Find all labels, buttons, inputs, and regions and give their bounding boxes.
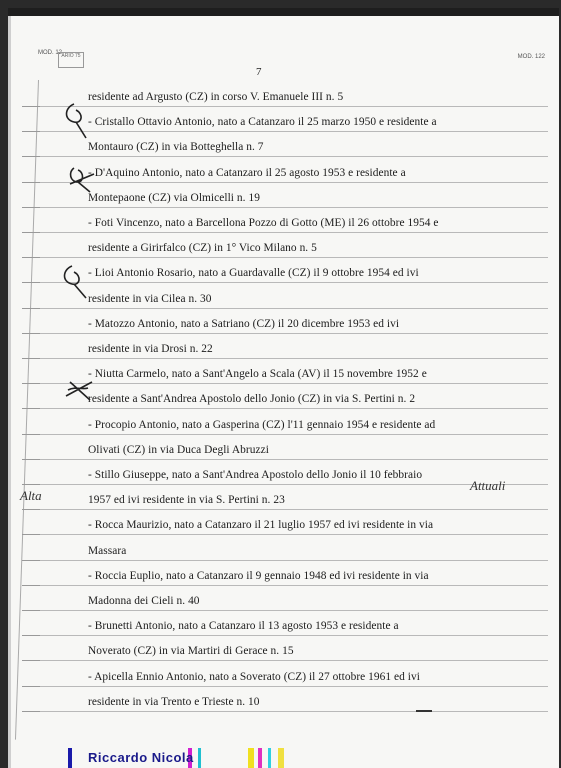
margin-tick (22, 333, 40, 334)
margin-tick (22, 106, 40, 107)
ruled-line (38, 686, 548, 687)
margin-tick (22, 207, 40, 208)
text-line: - Roccia Euplio, nato a Catanzaro il 9 gennaio 1948 ed ivi residente in via (88, 569, 429, 582)
ruled-line (38, 408, 548, 409)
footer-stamp: Riccardo Nicola (88, 750, 194, 765)
text-line: residente in via Drosi n. 22 (88, 343, 213, 355)
margin-tick (22, 308, 40, 309)
ruled-line (38, 560, 548, 561)
ruled-line (38, 434, 548, 435)
margin-tick (22, 686, 40, 687)
margin-rule (15, 80, 39, 740)
margin-tick (22, 534, 40, 535)
ruled-line (38, 333, 548, 334)
text-line: residente in via Cilea n. 30 (88, 292, 212, 305)
margin-tick (22, 660, 40, 661)
margin-tick (22, 484, 40, 485)
ruled-line (38, 232, 548, 233)
ruled-line (38, 711, 548, 712)
margin-annotation-right: Attuali (470, 478, 506, 493)
text-line: - Foti Vincenzo, nato a Barcellona Pozzo di Gotto (ME) il 26 ottobre 1954 e (88, 217, 439, 229)
text-line: - Apicella Ennio Antonio, nato a Soverato (CZ) il 27 ottobre 1961 ed ivi (88, 670, 420, 683)
handwritten-mark-icon (62, 376, 98, 406)
margin-tick (22, 282, 40, 283)
ruled-line (38, 383, 548, 384)
text-line: Olivati (CZ) in via Duca Degli Abruzzi (88, 443, 269, 456)
margin-tick (22, 560, 40, 561)
ruled-line (38, 257, 548, 258)
margin-tick (22, 509, 40, 510)
ruled-line (38, 131, 548, 132)
text-line: - Cristallo Ottavio Antonio, nato a Catanzaro il 25 marzo 1950 e residente a (88, 116, 437, 129)
ruled-line (38, 156, 548, 157)
document-page (8, 8, 559, 768)
margin-tick (22, 232, 40, 233)
text-line: Noverato (CZ) in via Martiri di Gerace n. 15 (88, 645, 294, 658)
margin-tick (22, 383, 40, 384)
ruled-line (38, 635, 548, 636)
handwritten-mark-icon (58, 262, 94, 304)
ruled-line (38, 534, 548, 535)
text-line: - Procopio Antonio, nato a Gasperina (CZ) l'11 gennaio 1954 e residente ad (88, 418, 436, 431)
ruled-line (38, 106, 548, 107)
margin-tick (22, 156, 40, 157)
text-line: residente in via Trento e Trieste n. 10 (88, 695, 260, 708)
form-stamp: ARIO 75 (58, 52, 84, 68)
ruled-line (38, 358, 548, 359)
text-line: residente ad Argusto (CZ) in corso V. Emanuele III n. 5 (88, 91, 344, 103)
margin-tick (22, 131, 40, 132)
text-line: - Lioi Antonio Rosario, nato a Guardavalle (CZ) il 9 ottobre 1954 ed ivi (88, 267, 419, 280)
form-code-right: MOD. 122 (517, 54, 545, 60)
form-code-left: MOD. 12 (38, 50, 63, 56)
text-line: residente a Girirfalco (CZ) in 1° Vico Milano n. 5 (88, 242, 317, 255)
margin-tick (22, 408, 40, 409)
ruled-line (38, 585, 548, 586)
margin-tick (22, 257, 40, 258)
margin-tick (22, 635, 40, 636)
text-line: - Niutta Carmelo, nato a Sant'Angelo a Scala (AV) il 15 novembre 1952 e (88, 368, 427, 381)
text-line: - Brunetti Antonio, nato a Catanzaro il 13 agosto 1953 e residente a (88, 620, 399, 633)
ruled-line (38, 610, 548, 611)
text-line: 1957 ed ivi residente in via S. Pertini n. 23 (88, 494, 285, 507)
handwritten-dash (416, 710, 432, 712)
text-line: - Stillo Giuseppe, nato a Sant'Andrea Apostolo dello Jonio il 10 febbraio (88, 469, 423, 481)
margin-tick (22, 182, 40, 183)
ruled-line (38, 207, 548, 208)
page-number: 7 (256, 66, 262, 78)
margin-tick (22, 434, 40, 435)
margin-tick (22, 585, 40, 586)
ruled-line (38, 509, 548, 510)
scan-top-edge (8, 8, 559, 16)
text-line: - Matozzo Antonio, nato a Satriano (CZ) il 20 dicembre 1953 ed ivi (88, 317, 400, 330)
text-line: - D'Aquino Antonio, nato a Catanzaro il 25 agosto 1953 e residente a (88, 166, 406, 179)
ruled-line (38, 182, 548, 183)
handwritten-mark-icon (64, 162, 98, 198)
margin-tick (22, 358, 40, 359)
text-line: - Rocca Maurizio, nato a Catanzaro il 21 luglio 1957 ed ivi residente in via (88, 519, 434, 532)
ruled-line (38, 660, 548, 661)
handwritten-mark-icon (60, 100, 94, 144)
margin-annotation-left: Alta (20, 488, 42, 503)
ruled-line (38, 308, 548, 309)
text-line: Montauro (CZ) in via Botteghella n. 7 (88, 141, 264, 154)
margin-tick (22, 610, 40, 611)
text-line: residente a Sant'Andrea Apostolo dello Jonio (CZ) in via S. Pertini n. 2 (88, 393, 416, 406)
text-line: Massara (88, 544, 127, 557)
text-line: Montepaone (CZ) via Olmicelli n. 19 (88, 191, 260, 204)
scan-left-edge (8, 16, 11, 768)
margin-tick (22, 711, 40, 712)
ruled-line (38, 282, 548, 283)
margin-tick (22, 459, 40, 460)
ruled-line (38, 459, 548, 460)
text-line: Madonna dei Cieli n. 40 (88, 595, 200, 607)
